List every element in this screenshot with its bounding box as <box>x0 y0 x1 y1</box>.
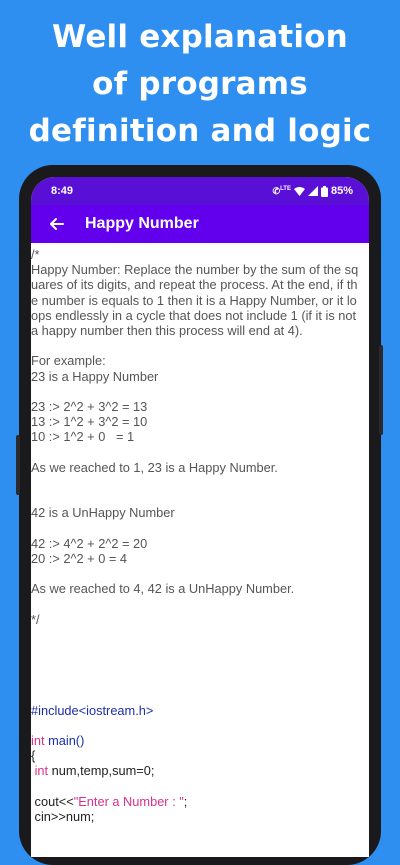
comment-line: 42 is a UnHappy Number <box>31 505 175 521</box>
comment-line: uares of its digits, and repeat the process. At the end, if th <box>31 277 358 293</box>
promo-line-3: definition and logic <box>28 113 372 149</box>
code-line-open-brace: { <box>31 748 36 764</box>
comment-line <box>31 687 369 702</box>
comment-line <box>31 657 369 672</box>
comment-line: As we reached to 1, 23 is a Happy Number. <box>31 459 278 475</box>
cout-string: "Enter a Number : " <box>73 793 184 809</box>
comment-line: For example: <box>31 353 106 369</box>
phone-frame <box>19 165 381 865</box>
code-view[interactable] <box>31 243 369 857</box>
status-bar <box>31 177 369 205</box>
battery-icon <box>321 186 328 197</box>
app-bar <box>31 205 369 243</box>
promo-line-2: of programs <box>92 66 308 102</box>
main-function: main() <box>44 733 85 748</box>
int-keyword: int <box>31 733 45 748</box>
code-line-main <box>31 733 369 748</box>
comment-line: As we reached to 4, 42 is a UnHappy Number. <box>31 581 295 597</box>
cout-keyword: cout<< <box>31 793 74 809</box>
comment-line <box>31 642 369 657</box>
comment-line <box>31 566 369 581</box>
comment-line: 13 :> 1^2 + 3^2 = 10 <box>31 414 148 430</box>
status-icons <box>273 185 353 197</box>
network-label: LTE <box>280 185 291 192</box>
battery-percent: 85% <box>330 185 353 197</box>
comment-line: 10 :> 1^2 + 0 = 1 <box>31 429 135 445</box>
comment-line: */ <box>31 611 40 627</box>
code-line-declaration <box>31 763 369 778</box>
wifi-icon <box>294 186 305 196</box>
volume-button <box>16 435 20 495</box>
comment-line <box>31 520 369 535</box>
code-line-cin: cin>>num; <box>31 808 95 824</box>
back-arrow-icon <box>48 216 64 232</box>
cout-end: ; <box>183 793 188 809</box>
code-line-cout <box>31 794 369 809</box>
back-button[interactable] <box>35 205 77 243</box>
phone-screen <box>31 177 369 857</box>
comment-line: 20 :> 2^2 + 0 = 4 <box>31 550 128 566</box>
int-keyword-2: int <box>34 763 49 779</box>
comment-line <box>31 627 369 642</box>
comment-line <box>31 338 369 353</box>
comment-line <box>31 596 369 611</box>
promo-line-1: Well explanation <box>52 19 348 55</box>
promo-headline <box>0 14 400 155</box>
comment-line: 42 :> 4^2 + 2^2 = 20 <box>31 535 148 551</box>
comment-line <box>31 672 369 687</box>
comment-line <box>31 384 369 399</box>
comment-block <box>31 247 369 703</box>
declaration-rest: num,temp,sum=0; <box>48 763 155 779</box>
comment-line <box>31 475 369 490</box>
comment-line: /* <box>31 247 40 262</box>
comment-line: e number is equals to 1 then it is a Happy Number, or it lo <box>31 292 357 308</box>
power-button <box>379 345 383 435</box>
comment-line: ops endlessly in a cycle that does not include 1 (if it is not <box>31 307 357 323</box>
comment-line <box>31 444 369 459</box>
comment-line: 23 :> 2^2 + 3^2 = 13 <box>31 398 148 414</box>
comment-line: a happy number then this process will end at 4). <box>31 322 303 338</box>
comment-line: Happy Number: Replace the number by the sum of the sq <box>31 262 359 278</box>
code-line-blank-2 <box>31 779 369 794</box>
lte-call-icon: ✆$^{LTE}$ <box>272 185 291 196</box>
comment-line <box>31 490 369 505</box>
signal-icon <box>308 186 318 196</box>
comment-line: 23 is a Happy Number <box>31 368 159 384</box>
page-title: Happy Number <box>85 215 199 232</box>
code-line-include: #include<iostream.h> <box>31 702 154 718</box>
status-time: 8:49 <box>51 185 74 197</box>
code-line-blank <box>31 718 369 733</box>
